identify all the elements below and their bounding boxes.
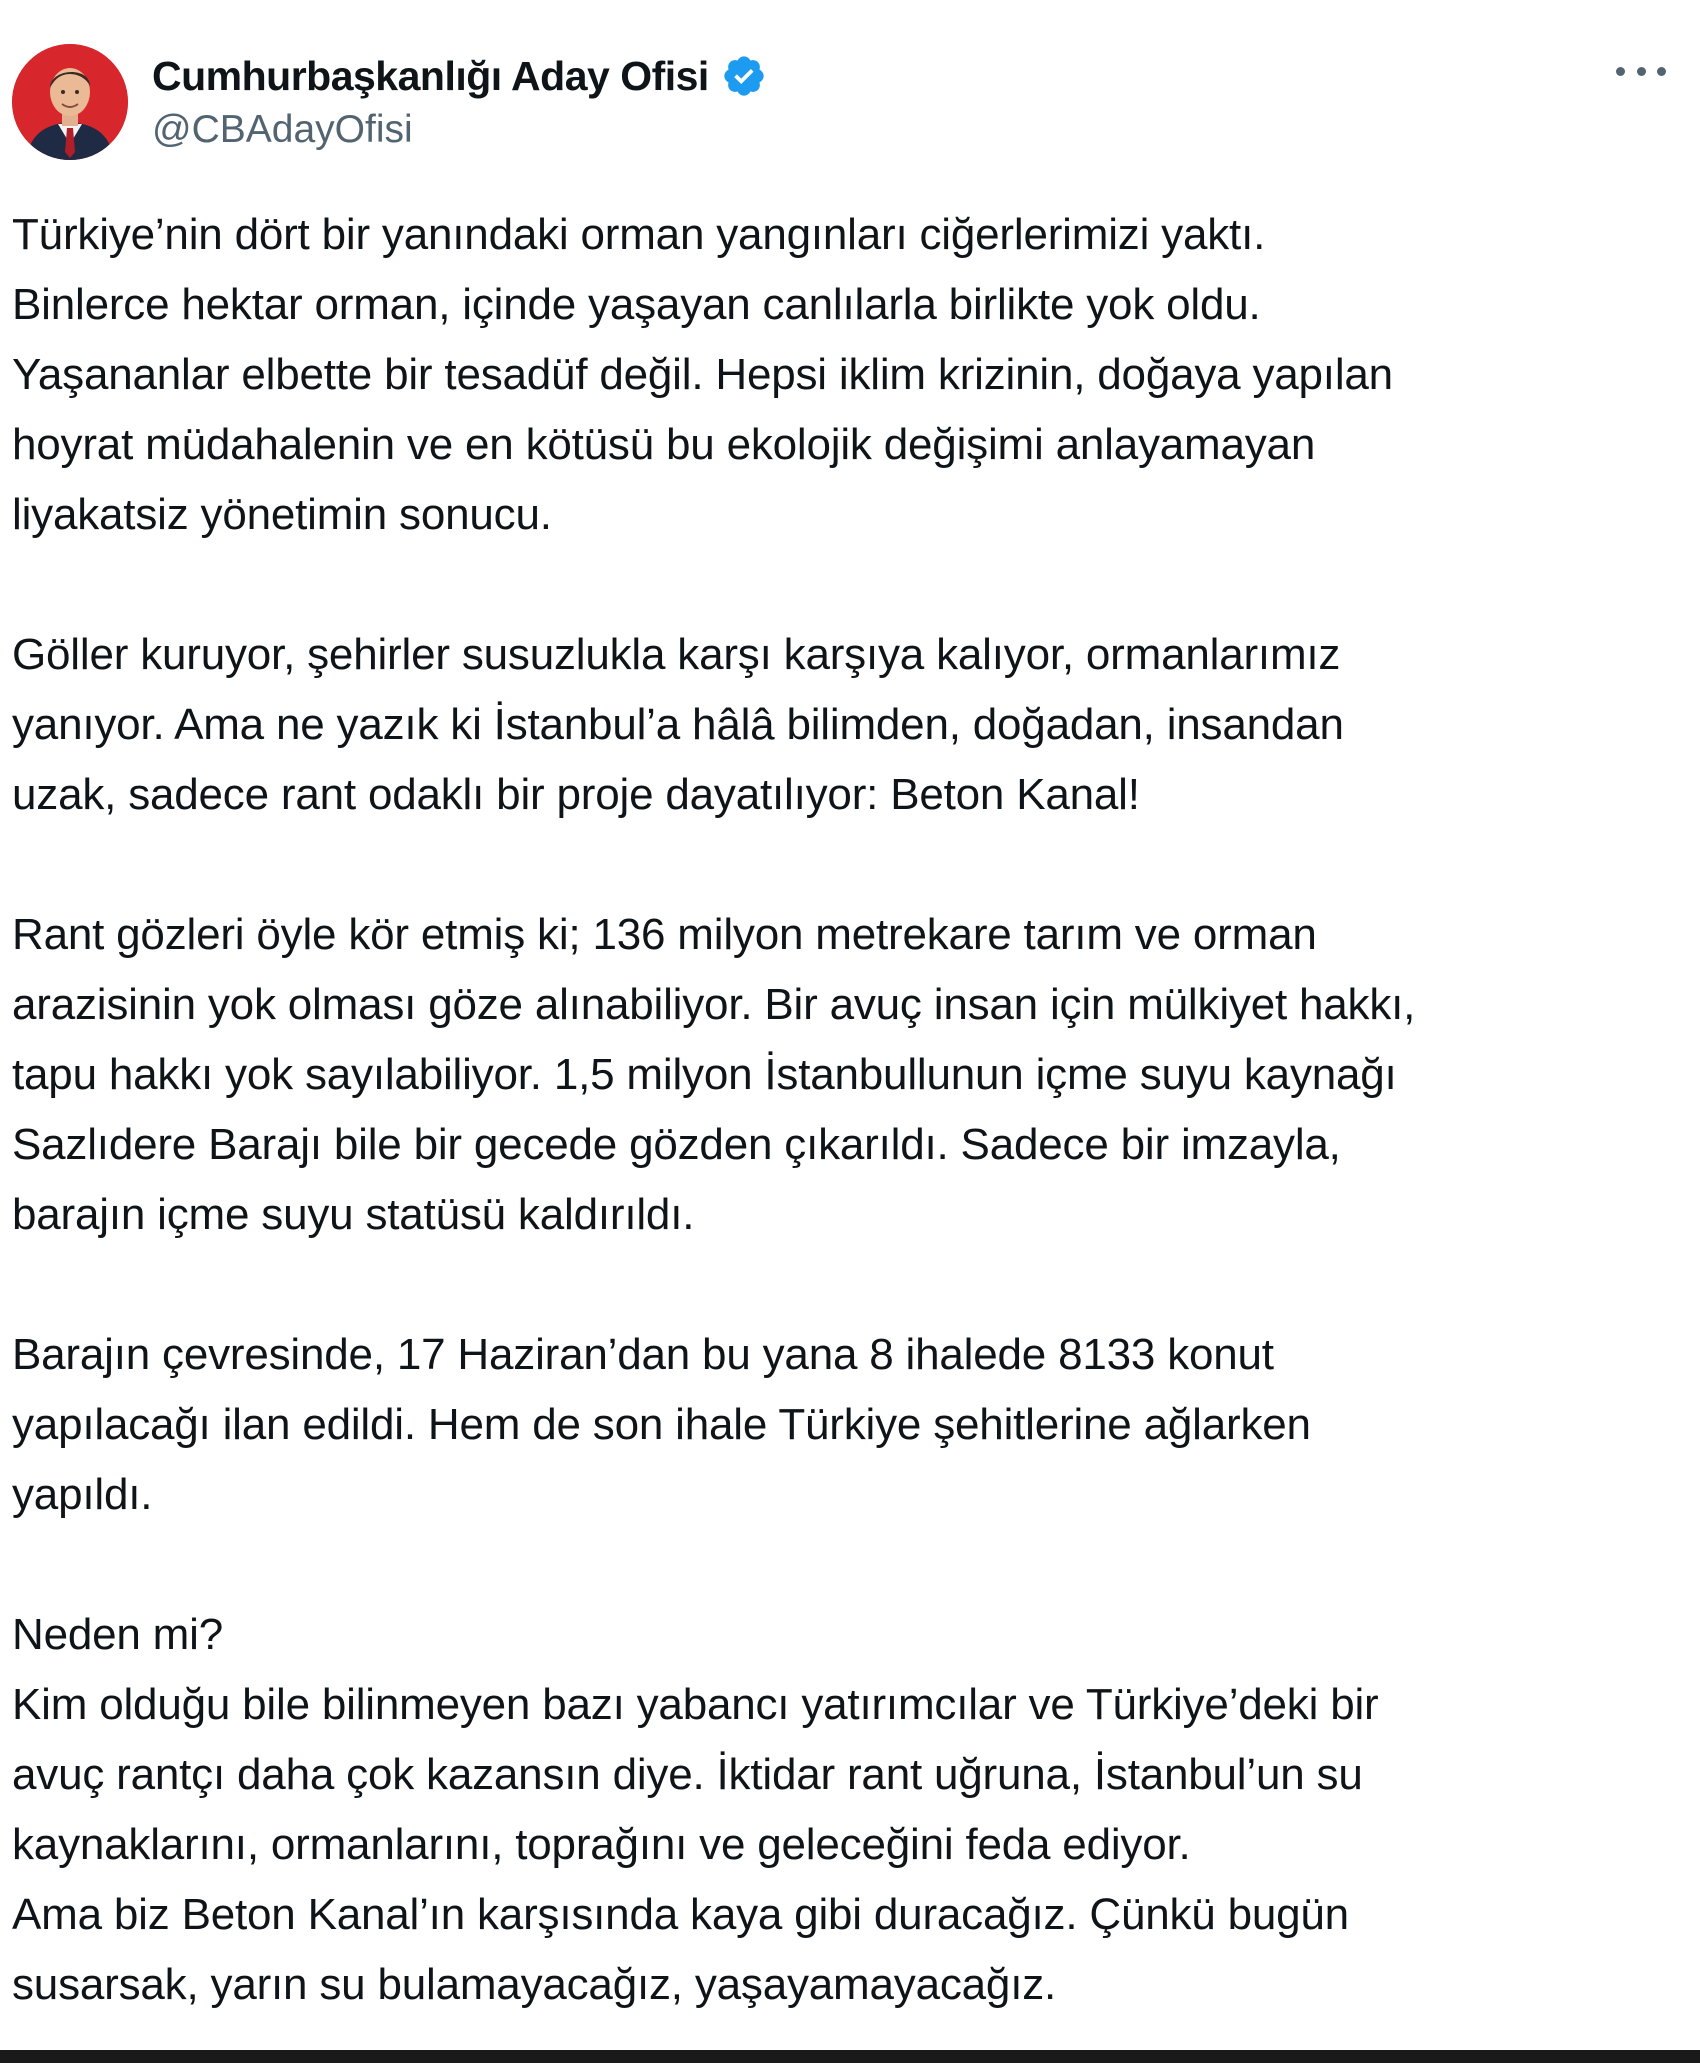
more-options-icon[interactable]	[1616, 56, 1666, 86]
paragraph-3	[12, 900, 1688, 1250]
text-line: liyakatsiz yönetimin sonucu.	[12, 490, 552, 539]
paragraph-gap	[12, 1530, 1688, 1600]
text-line: Sazlıdere Barajı bile bir gecede gözden çıkarıldı. Sadece bir imzayla,	[12, 1120, 1341, 1169]
text-line: uzak, sadece rant odaklı bir proje dayatılıyor: Beton Kanal!	[12, 770, 1140, 819]
text-line: susarsak, yarın su bulamayacağız, yaşayamayacağız.	[12, 1960, 1057, 2009]
paragraph-1	[12, 200, 1688, 550]
author-handle[interactable]: @CBAdayOfisi	[152, 108, 413, 151]
tweet-text	[12, 200, 1688, 2020]
text-line: Neden mi?	[12, 1610, 223, 1659]
text-line: kaynaklarını, ormanlarını, toprağını ve geleceğini feda ediyor.	[12, 1820, 1191, 1869]
avatar[interactable]	[12, 44, 128, 160]
dot	[1657, 67, 1666, 76]
text-line: Göller kuruyor, şehirler susuzlukla karşı karşıya kalıyor, ormanlarımız	[12, 630, 1341, 679]
author-display-name[interactable]: Cumhurbaşkanlığı Aday Ofisi	[152, 52, 709, 99]
avatar-image	[12, 44, 128, 160]
tweet-header	[12, 44, 1692, 168]
paragraph-gap	[12, 1250, 1688, 1320]
text-line: tapu hakkı yok sayılabiliyor. 1,5 milyon İstanbullunun içme suyu kaynağı	[12, 1050, 1397, 1099]
text-line: Türkiye’nin dört bir yanındaki orman yangınları ciğerlerimizi yaktı.	[12, 210, 1266, 259]
text-line: Kim olduğu bile bilinmeyen bazı yabancı yatırımcılar ve Türkiye’deki bir	[12, 1680, 1379, 1729]
text-line: Barajın çevresinde, 17 Haziran’dan bu yana 8 ihalede 8133 konut	[12, 1330, 1274, 1379]
paragraph-gap	[12, 550, 1688, 620]
text-line: arazisinin yok olması göze alınabiliyor. Bir avuç insan için mülkiyet hakkı,	[12, 980, 1416, 1029]
verified-badge-icon	[721, 53, 767, 99]
text-line: yapıldı.	[12, 1470, 153, 1519]
paragraph-2	[12, 620, 1688, 830]
text-line: hoyrat müdahalenin ve en kötüsü bu ekolojik değişimi anlayamayan	[12, 420, 1316, 469]
text-line: yapılacağı ilan edildi. Hem de son ihale Türkiye şehitlerine ağlarken	[12, 1400, 1311, 1449]
screen-bottom-edge	[0, 2050, 1700, 2063]
paragraph-4	[12, 1320, 1688, 1530]
dot	[1637, 67, 1646, 76]
paragraph-5	[12, 1600, 1688, 2020]
text-line: yanıyor. Ama ne yazık ki İstanbul’a hâlâ bilimden, doğadan, insandan	[12, 700, 1344, 749]
text-line: Rant gözleri öyle kör etmiş ki; 136 milyon metrekare tarım ve orman	[12, 910, 1317, 959]
paragraph-gap	[12, 830, 1688, 900]
display-name-row	[152, 48, 767, 104]
text-line: barajın içme suyu statüsü kaldırıldı.	[12, 1190, 695, 1239]
author-block	[152, 48, 767, 152]
text-line: Binlerce hektar orman, içinde yaşayan canlılarla birlikte yok oldu.	[12, 280, 1261, 329]
text-line: Yaşananlar elbette bir tesadüf değil. Hepsi iklim krizinin, doğaya yapılan	[12, 350, 1393, 399]
text-line: Ama biz Beton Kanal’ın karşısında kaya gibi duracağız. Çünkü bugün	[12, 1890, 1349, 1939]
text-line: avuç rantçı daha çok kazansın diye. İktidar rant uğruna, İstanbul’un su	[12, 1750, 1363, 1799]
dot	[1616, 67, 1625, 76]
